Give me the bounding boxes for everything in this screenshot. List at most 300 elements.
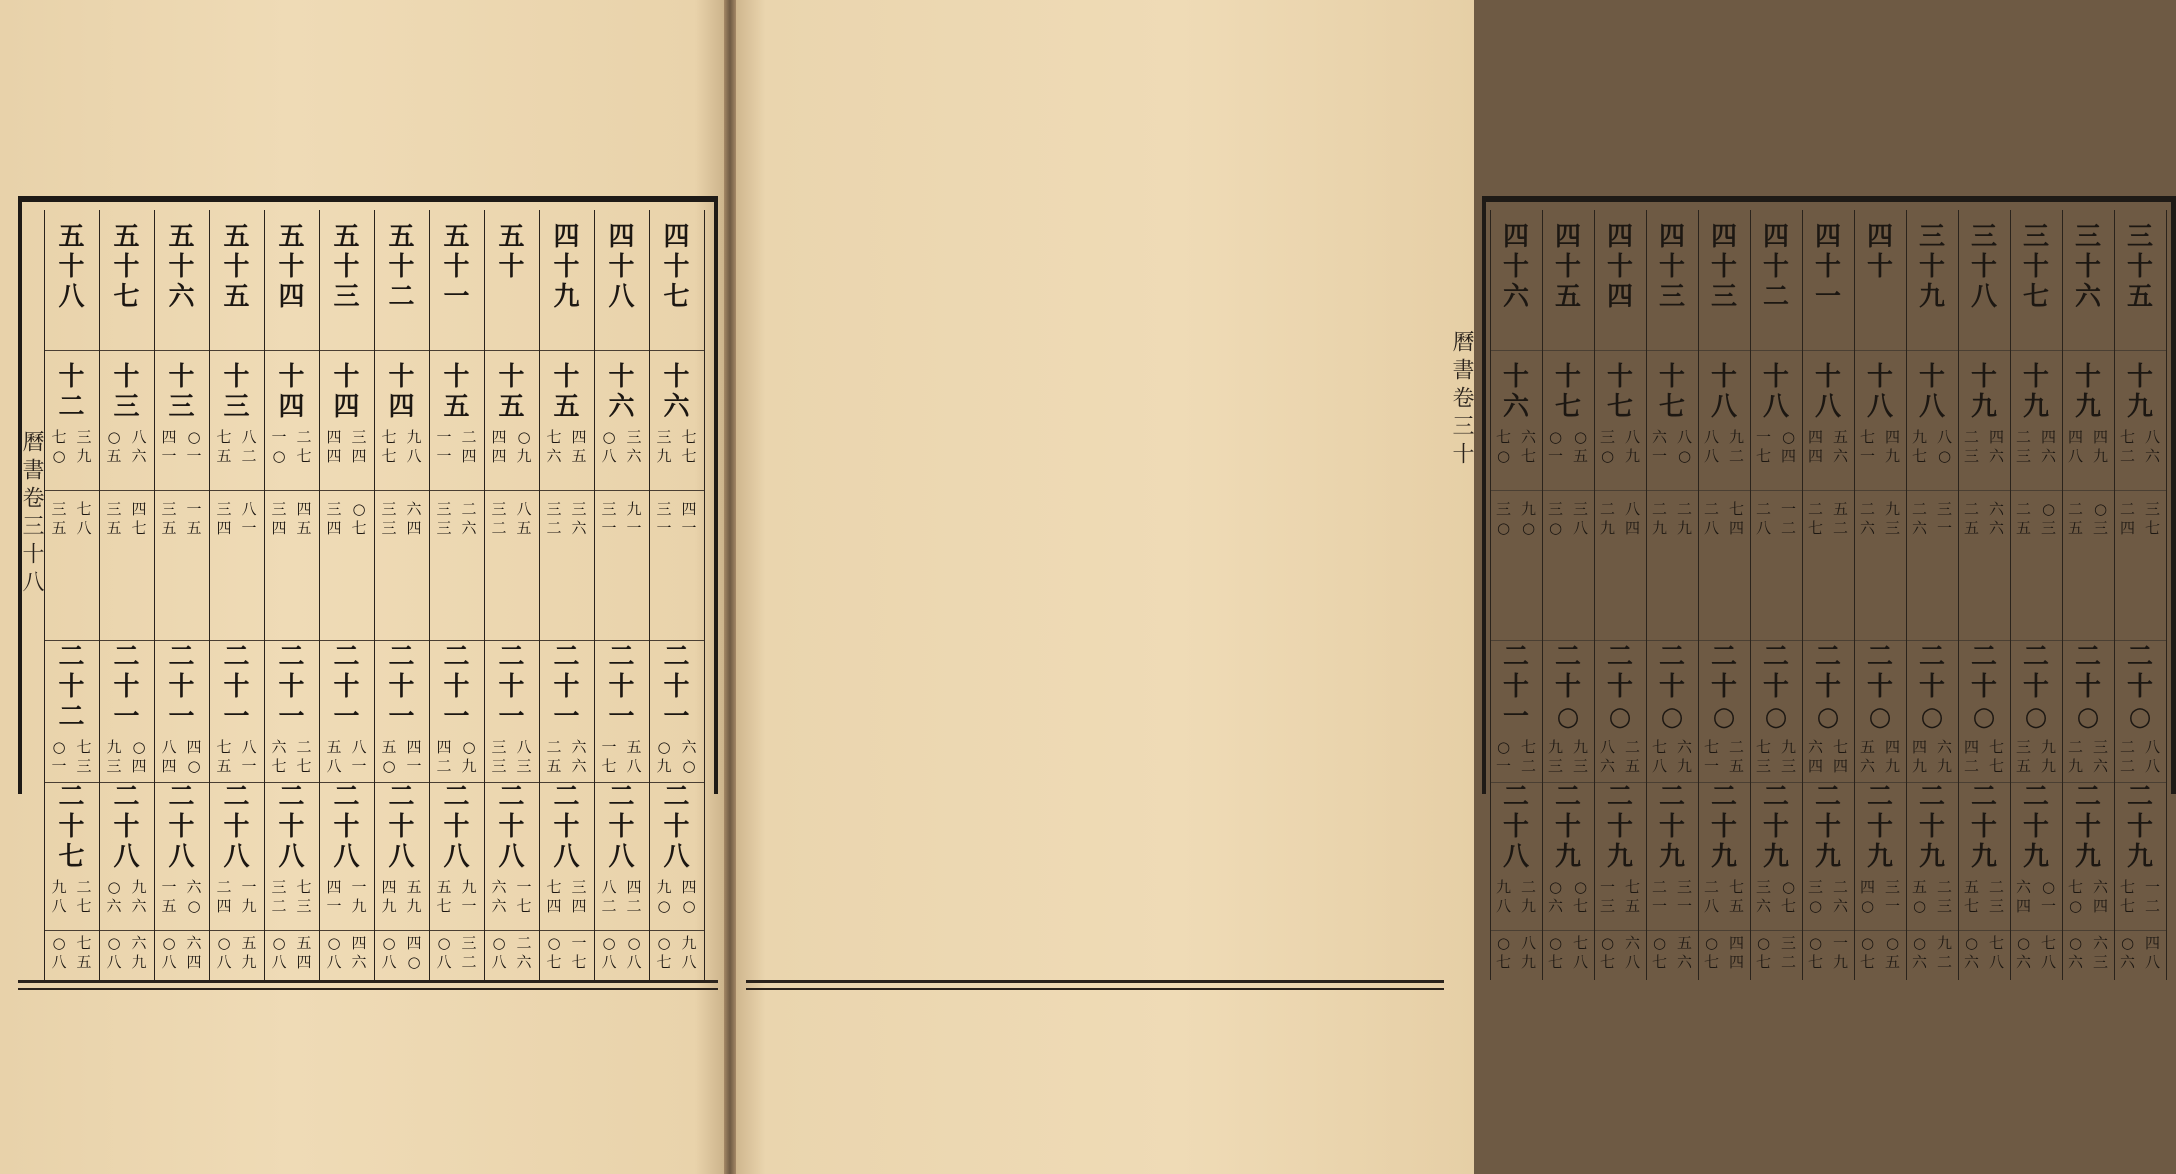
difference-cell-char: 七 — [76, 500, 92, 518]
degree-cell-lower-char: 十 — [443, 672, 470, 702]
final-values-digit-column — [1573, 934, 1588, 972]
degree-bottom-minutes-digit-column — [2016, 878, 2031, 916]
right-bottom-rule — [746, 980, 1444, 983]
column-head-char: 四 — [1606, 282, 1633, 312]
degree-minutes-digit-column — [2016, 428, 2031, 466]
degree-bottom-minutes-char: 七 — [1573, 897, 1589, 915]
degree-cell-lower — [1906, 642, 1958, 732]
degree-cell — [484, 362, 539, 422]
degree-cell-lower-char: 二 — [1606, 642, 1633, 672]
degree-cell-bottom-char: 十 — [58, 812, 85, 842]
degree-lower-minutes-char: 九 — [2041, 738, 2057, 756]
difference-cell — [649, 500, 704, 538]
degree-minutes-char: 三 — [76, 428, 92, 446]
degree-cell-bottom-char: 十 — [333, 812, 360, 842]
final-values-char: 四 — [1729, 934, 1745, 952]
column-head-char: 十 — [2074, 252, 2101, 282]
degree-cell-lower-char: 一 — [168, 702, 195, 732]
degree-bottom-minutes-char: 七 — [2119, 897, 2135, 915]
final-values-char: ○ — [162, 934, 176, 952]
degree-minutes-char: 九 — [406, 428, 422, 446]
degree-lower-minutes-char: 一 — [406, 757, 422, 775]
degree-cell-char: 三 — [113, 392, 140, 422]
degree-cell-bottom-char: 十 — [1866, 812, 1893, 842]
degree-cell-bottom-char: 二 — [663, 782, 690, 812]
degree-cell-lower-char: 十 — [168, 672, 195, 702]
degree-bottom-minutes-digit-column — [2068, 878, 2083, 916]
degree-bottom-minutes-digit-column — [1625, 878, 1640, 916]
degree-lower-minutes-char: 七 — [1755, 738, 1771, 756]
difference-cell-digit-column — [271, 500, 286, 538]
degree-lower-minutes-char: 六 — [571, 757, 587, 775]
final-values — [1646, 934, 1698, 972]
degree-minutes-digit-column — [546, 428, 561, 466]
final-values-digit-column — [546, 934, 561, 972]
degree-cell-char: 三 — [223, 392, 250, 422]
degree-lower-minutes — [1854, 738, 1906, 776]
degree-bottom-minutes-char: 七 — [2119, 878, 2135, 896]
degree-minutes-char: 三 — [656, 428, 672, 446]
degree-minutes-char: 五 — [216, 447, 232, 465]
degree-minutes-char: 一 — [436, 428, 452, 446]
degree-minutes-char: 一 — [186, 447, 202, 465]
degree-minutes — [649, 428, 704, 466]
degree-lower-minutes — [1698, 738, 1750, 776]
degree-lower-minutes-char: 六 — [1677, 738, 1693, 756]
degree-cell-char: 十 — [58, 362, 85, 392]
degree-cell-char: 十 — [2022, 362, 2049, 392]
degree-cell-bottom — [594, 782, 649, 872]
degree-cell-lower-char: 二 — [2074, 642, 2101, 672]
degree-cell-bottom-char: 二 — [1710, 782, 1737, 812]
degree-cell-lower-char: 二 — [278, 642, 305, 672]
degree-bottom-minutes — [594, 878, 649, 916]
column-head-char: 九 — [1918, 282, 1945, 312]
degree-cell-bottom-char: 八 — [498, 842, 525, 872]
degree-lower-minutes-char: 八 — [1599, 738, 1615, 756]
difference-cell-digit-column — [1652, 500, 1667, 538]
degree-cell-lower — [1594, 642, 1646, 732]
degree-minutes — [44, 428, 99, 466]
difference-cell-char: 五 — [296, 519, 312, 537]
degree-lower-minutes-digit-column — [77, 738, 92, 776]
degree-lower-minutes-digit-column — [132, 738, 147, 776]
degree-bottom-minutes-digit-column — [1729, 878, 1744, 916]
degree-bottom-minutes-char: 一 — [1599, 878, 1615, 896]
degree-bottom-minutes-digit-column — [517, 878, 532, 916]
difference-cell-char: 四 — [296, 500, 312, 518]
degree-bottom-minutes-char: 三 — [271, 878, 287, 896]
degree-lower-minutes-char: ○ — [657, 738, 671, 756]
degree-bottom-minutes — [374, 878, 429, 916]
difference-cell-char: 五 — [106, 519, 122, 537]
degree-bottom-minutes-char: 四 — [2015, 897, 2031, 915]
difference-cell-char: 二 — [546, 519, 562, 537]
final-values-digit-column — [381, 934, 396, 972]
degree-cell-char: 十 — [1762, 362, 1789, 392]
degree-cell-bottom-char: 十 — [1710, 812, 1737, 842]
degree-cell-bottom — [2062, 782, 2114, 872]
degree-bottom-minutes-char: 七 — [1963, 897, 1979, 915]
difference-cell-char: 一 — [1937, 519, 1953, 537]
degree-lower-minutes-digit-column — [2145, 738, 2160, 776]
degree-bottom-minutes-char: 五 — [1963, 878, 1979, 896]
difference-cell — [209, 500, 264, 538]
degree-cell-lower-char: 二 — [1658, 642, 1685, 672]
column-head-char: 十 — [1866, 252, 1893, 282]
degree-lower-minutes-digit-column — [656, 738, 671, 776]
degree-lower-minutes-char: 四 — [131, 757, 147, 775]
degree-cell-bottom-char: 十 — [1606, 812, 1633, 842]
degree-cell-lower-char: 二 — [333, 642, 360, 672]
final-values-char: 九 — [131, 953, 147, 971]
difference-cell — [1490, 500, 1542, 538]
column-head-char: 五 — [168, 222, 195, 252]
degree-cell — [1750, 362, 1802, 422]
degree-minutes-char: ○ — [602, 428, 616, 446]
degree-lower-minutes-char: 六 — [1859, 757, 1875, 775]
degree-lower-minutes-char: 九 — [1677, 757, 1693, 775]
degree-minutes-char: 八 — [241, 428, 257, 446]
degree-bottom-minutes-char: 四 — [546, 897, 562, 915]
degree-minutes-char: 八 — [131, 428, 147, 446]
degree-bottom-minutes — [1854, 878, 1906, 916]
degree-minutes-char: 一 — [1547, 447, 1563, 465]
column-head-char: 三 — [1918, 222, 1945, 252]
degree-minutes-char: 四 — [491, 428, 507, 446]
degree-cell-bottom-char: 十 — [1918, 812, 1945, 842]
final-values-char: 六 — [351, 953, 367, 971]
degree-minutes-char: 四 — [571, 428, 587, 446]
column-head-char: 八 — [58, 282, 85, 312]
degree-bottom-minutes-char: 九 — [406, 897, 422, 915]
degree-cell-lower — [1958, 642, 2010, 732]
degree-lower-minutes-char: ○ — [52, 738, 66, 756]
degree-bottom-minutes-char: 九 — [1495, 878, 1511, 896]
degree-lower-minutes-char: 四 — [161, 757, 177, 775]
degree-minutes-char: 七 — [51, 428, 67, 446]
column-head-char: 五 — [223, 222, 250, 252]
degree-cell-char: 十 — [333, 362, 360, 392]
degree-lower-minutes-char: 四 — [1833, 757, 1849, 775]
degree-cell-char: 十 — [498, 362, 525, 392]
difference-cell-char: 三 — [106, 500, 122, 518]
degree-bottom-minutes-digit-column — [381, 878, 396, 916]
degree-lower-minutes-char: 八 — [161, 738, 177, 756]
degree-minutes-digit-column — [682, 428, 697, 466]
degree-cell-lower — [1750, 642, 1802, 732]
column-head-char: 九 — [553, 282, 580, 312]
degree-cell-bottom-char: 十 — [498, 812, 525, 842]
difference-cell-char: ○ — [1548, 519, 1563, 537]
degree-cell-lower — [484, 642, 539, 732]
difference-cell-digit-column — [627, 500, 642, 538]
degree-cell-bottom — [2114, 782, 2166, 872]
degree-cell-bottom — [1542, 782, 1594, 872]
final-values-char: 八 — [1573, 953, 1589, 971]
degree-lower-minutes-digit-column — [2120, 738, 2135, 776]
degree-cell-bottom-char: 八 — [333, 842, 360, 872]
degree-lower-minutes-digit-column — [1548, 738, 1563, 776]
degree-lower-minutes-digit-column — [517, 738, 532, 776]
degree-cell-bottom-char: 九 — [1866, 842, 1893, 872]
final-values-char: 八 — [601, 953, 617, 971]
final-values-char: ○ — [217, 934, 231, 952]
degree-bottom-minutes-char: ○ — [2041, 878, 2056, 896]
degree-minutes-char: 二 — [1729, 447, 1745, 465]
degree-cell-char: 十 — [388, 362, 415, 392]
difference-cell-char: 七 — [351, 519, 367, 537]
difference-cell — [319, 500, 374, 538]
degree-cell-lower — [374, 642, 429, 732]
difference-cell-char: 三 — [656, 500, 672, 518]
degree-bottom-minutes-char: 四 — [381, 878, 397, 896]
degree-cell-char: 十 — [1970, 362, 1997, 392]
final-values-char: ○ — [627, 934, 641, 952]
difference-cell-char: 五 — [2015, 519, 2031, 537]
degree-bottom-minutes-char: 五 — [436, 878, 452, 896]
degree-minutes-digit-column — [1989, 428, 2004, 466]
degree-minutes-digit-column — [161, 428, 176, 466]
degree-bottom-minutes-char: ○ — [1808, 897, 1823, 915]
degree-cell-lower — [209, 642, 264, 732]
final-values — [1854, 934, 1906, 972]
degree-cell-char: 十 — [278, 362, 305, 392]
final-values-digit-column — [2041, 934, 2056, 972]
degree-lower-minutes-char: 九 — [1885, 757, 1901, 775]
degree-cell — [319, 362, 374, 422]
final-values-char: 七 — [1755, 953, 1771, 971]
degree-bottom-minutes-char: 四 — [326, 878, 342, 896]
degree-minutes-digit-column — [601, 428, 616, 466]
degree-bottom-minutes-char: 七 — [296, 878, 312, 896]
degree-minutes-char: 九 — [2093, 447, 2109, 465]
degree-bottom-minutes-char: 九 — [51, 878, 67, 896]
degree-minutes-digit-column — [436, 428, 451, 466]
degree-bottom-minutes — [2062, 878, 2114, 916]
difference-cell-digit-column — [572, 500, 587, 538]
degree-lower-minutes-digit-column — [1704, 738, 1719, 776]
difference-cell-digit-column — [352, 500, 367, 538]
difference-cell-digit-column — [1808, 500, 1823, 538]
degree-lower-minutes-digit-column — [216, 738, 231, 776]
degree-cell-lower-char: ○ — [1556, 702, 1580, 732]
degree-minutes-char: 三 — [1599, 428, 1615, 446]
degree-cell-bottom-char: 二 — [168, 782, 195, 812]
column-head-char: 四 — [1814, 222, 1841, 252]
degree-bottom-minutes-digit-column — [161, 878, 176, 916]
degree-minutes-digit-column — [462, 428, 477, 466]
difference-cell-char: 六 — [461, 519, 477, 537]
column-head-char: 四 — [553, 222, 580, 252]
degree-cell-bottom-char: 九 — [2126, 842, 2153, 872]
degree-lower-minutes-digit-column — [462, 738, 477, 776]
degree-minutes — [539, 428, 594, 466]
degree-bottom-minutes-char: 八 — [1495, 897, 1511, 915]
degree-lower-minutes-char: 六 — [1807, 738, 1823, 756]
degree-bottom-minutes-char: 二 — [271, 897, 287, 915]
difference-cell-char: 三 — [51, 500, 67, 518]
degree-minutes-char: 三 — [351, 428, 367, 446]
degree-minutes-digit-column — [1652, 428, 1667, 466]
degree-cell-bottom-char: 二 — [1970, 782, 1997, 812]
column-head-char: 四 — [663, 222, 690, 252]
final-values-digit-column — [436, 934, 451, 972]
degree-cell-lower-char: 一 — [498, 702, 525, 732]
difference-cell-char: 二 — [1703, 500, 1719, 518]
degree-cell-lower-char: 一 — [388, 702, 415, 732]
degree-cell-lower-char: 一 — [278, 702, 305, 732]
degree-cell-char: 十 — [608, 362, 635, 392]
difference-cell-char: 四 — [326, 519, 342, 537]
difference-cell-char: 三 — [161, 500, 177, 518]
degree-minutes-char: 一 — [436, 447, 452, 465]
difference-cell-char: 三 — [381, 500, 397, 518]
left-bottom-rule-inner — [18, 988, 718, 990]
degree-cell-bottom-char: 十 — [168, 812, 195, 842]
difference-cell-digit-column — [656, 500, 671, 538]
final-values-char: 六 — [1625, 934, 1641, 952]
column-head-char: 四 — [278, 282, 305, 312]
degree-minutes-char: 八 — [2145, 428, 2161, 446]
degree-cell-bottom — [264, 782, 319, 872]
degree-lower-minutes-char: 五 — [1625, 757, 1641, 775]
final-values-char: 四 — [186, 953, 202, 971]
column-head-char: 一 — [1814, 282, 1841, 312]
difference-cell-char: 一 — [601, 519, 617, 537]
degree-lower-minutes-digit-column — [407, 738, 422, 776]
difference-cell-char: ○ — [2041, 500, 2056, 518]
degree-minutes-char: 六 — [546, 447, 562, 465]
degree-bottom-minutes — [429, 878, 484, 916]
degree-cell — [1906, 362, 1958, 422]
final-values-digit-column — [1600, 934, 1615, 972]
degree-bottom-minutes — [99, 878, 154, 916]
difference-cell-char: 六 — [1859, 519, 1875, 537]
degree-minutes-char: 六 — [1833, 447, 1849, 465]
column-head — [649, 222, 704, 312]
degree-bottom-minutes — [649, 878, 704, 916]
degree-cell-bottom-char: 八 — [663, 842, 690, 872]
column-head-char: 十 — [2022, 252, 2049, 282]
degree-cell-bottom — [1854, 782, 1906, 872]
degree-bottom-minutes-char: 三 — [1989, 897, 2005, 915]
degree-lower-minutes-digit-column — [1756, 738, 1771, 776]
degree-lower-minutes — [2062, 738, 2114, 776]
degree-minutes-char: ○ — [517, 428, 531, 446]
degree-minutes-digit-column — [2093, 428, 2108, 466]
final-values-digit-column — [1989, 934, 2004, 972]
degree-bottom-minutes — [1802, 878, 1854, 916]
final-values-char: 六 — [1911, 953, 1927, 971]
degree-cell — [374, 362, 429, 422]
final-values-digit-column — [462, 934, 477, 972]
degree-lower-minutes-char: 七 — [1703, 738, 1719, 756]
degree-lower-minutes-char: 九 — [1781, 738, 1797, 756]
final-values-char: ○ — [547, 934, 561, 952]
degree-minutes-char: 七 — [681, 447, 697, 465]
degree-bottom-minutes-char: 九 — [241, 897, 257, 915]
final-values-char: 四 — [351, 934, 367, 952]
column-head-char: 二 — [388, 282, 415, 312]
degree-minutes-digit-column — [1704, 428, 1719, 466]
final-values-char: 八 — [161, 953, 177, 971]
degree-cell-bottom-char: 八 — [113, 842, 140, 872]
degree-bottom-minutes-char: ○ — [107, 878, 121, 896]
column-head-char: 十 — [443, 252, 470, 282]
degree-bottom-minutes — [1646, 878, 1698, 916]
degree-lower-minutes-digit-column — [1729, 738, 1744, 776]
degree-cell-lower — [264, 642, 319, 732]
degree-cell-bottom — [2010, 782, 2062, 872]
degree-cell-bottom-char: 十 — [443, 812, 470, 842]
degree-minutes-char: 四 — [161, 428, 177, 446]
degree-cell — [2010, 362, 2062, 422]
degree-lower-minutes-char: 一 — [351, 757, 367, 775]
degree-lower-minutes-digit-column — [106, 738, 121, 776]
degree-lower-minutes-char: 二 — [1729, 738, 1745, 756]
degree-bottom-minutes-digit-column — [1573, 878, 1588, 916]
degree-bottom-minutes-digit-column — [1548, 878, 1563, 916]
final-values-digit-column — [1704, 934, 1719, 972]
degree-minutes-char: 九 — [1911, 428, 1927, 446]
degree-cell-lower-char: ○ — [1712, 702, 1736, 732]
degree-bottom-minutes-char: 七 — [516, 897, 532, 915]
difference-cell-char: 二 — [2067, 500, 2083, 518]
degree-bottom-minutes-digit-column — [1600, 878, 1615, 916]
degree-cell-char: 六 — [1502, 392, 1529, 422]
final-values-digit-column — [326, 934, 341, 972]
final-values-char: ○ — [1964, 934, 1979, 952]
degree-cell-char: 十 — [1814, 362, 1841, 392]
degree-cell-lower-char: 十 — [1762, 672, 1789, 702]
degree-bottom-minutes-digit-column — [491, 878, 506, 916]
final-values — [44, 934, 99, 972]
degree-bottom-minutes-digit-column — [1989, 878, 2004, 916]
difference-cell-char: 四 — [271, 519, 287, 537]
degree-cell-bottom — [1646, 782, 1698, 872]
final-values-char: ○ — [1600, 934, 1615, 952]
degree-cell-bottom-char: 十 — [663, 812, 690, 842]
degree-lower-minutes-digit-column — [1860, 738, 1875, 776]
difference-cell-char: 三 — [1885, 519, 1901, 537]
column-head-char: 八 — [1970, 282, 1997, 312]
degree-bottom-minutes-char: 七 — [436, 897, 452, 915]
degree-lower-minutes-char: ○ — [187, 757, 201, 775]
difference-cell-char: 二 — [1963, 500, 1979, 518]
difference-cell-digit-column — [1964, 500, 1979, 538]
difference-cell-digit-column — [1704, 500, 1719, 538]
degree-lower-minutes-char: 五 — [326, 738, 342, 756]
degree-bottom-minutes-digit-column — [546, 878, 561, 916]
degree-bottom-minutes-char: 二 — [1989, 878, 2005, 896]
difference-cell-char: 二 — [461, 500, 477, 518]
column-head-char: 五 — [388, 222, 415, 252]
degree-minutes-char: 九 — [1625, 447, 1641, 465]
degree-cell-lower-char: 二 — [223, 642, 250, 672]
final-values-char: 八 — [681, 953, 697, 971]
degree-lower-minutes-char: 九 — [1547, 738, 1563, 756]
degree-cell-lower-char: 二 — [553, 642, 580, 672]
degree-lower-minutes-digit-column — [546, 738, 561, 776]
degree-cell-char: 三 — [168, 392, 195, 422]
column-head-char: 十 — [58, 252, 85, 282]
difference-cell-digit-column — [187, 500, 202, 538]
degree-minutes-digit-column — [2145, 428, 2160, 466]
degree-lower-minutes-digit-column — [161, 738, 176, 776]
difference-cell-digit-column — [297, 500, 312, 538]
degree-lower-minutes-char: 九 — [1937, 757, 1953, 775]
